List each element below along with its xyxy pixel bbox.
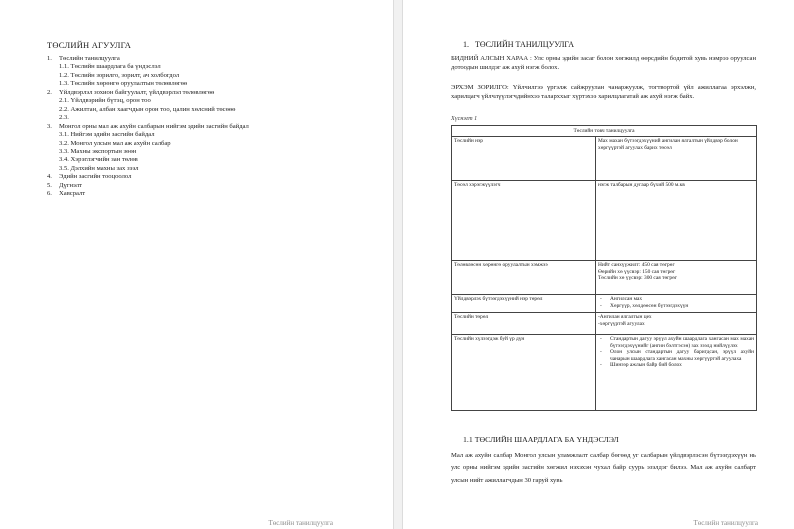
table-cell-list-item: - Ангилсан мах	[610, 296, 754, 303]
toc-item-text: 3.5. Дэлхийн махны зах зээл	[59, 164, 139, 172]
mission-paragraph: ЭРХЭМ ЗОРИЛГО: Үйлчилгээ үргэлж сайжруулан чанаржуулж, тогтвортой үйл ажиллагаа эрхэлжн, харилцагч үйлчлүүлэгчдийнхээ таларххыг хүртэхээ харилцлагатай аж ахуй нэгж байх.	[451, 84, 756, 101]
toc-item[interactable]	[47, 63, 367, 71]
table-row-label: Төслийн төрөл	[452, 312, 596, 334]
table-row	[452, 180, 757, 260]
table-row-value: нэгж талбарын дугаар бүхий 500 м.кв	[596, 180, 757, 260]
section-heading	[463, 40, 574, 49]
table-cell-line: -хөргүүртэй агуулах	[598, 320, 645, 327]
table-row	[452, 136, 757, 180]
table-caption: Хүснэгт 1	[451, 116, 478, 122]
table-row-label: Төлөвлөсөн хөрөнгө оруулалтын хэмжээ	[452, 260, 596, 294]
table-row-label: Үйлдвэрлэх бүтээгдэхүүний нэр төрөл	[452, 294, 596, 312]
page-footer: Төслийн танилцуулга	[693, 519, 758, 527]
project-summary-table	[451, 125, 757, 411]
table-row	[452, 312, 757, 334]
subsection-number: 1.1	[463, 435, 473, 444]
toc-item-text: Монгол орны мал аж ахуйн салбарын нийгэм эдийн засгийн байдал	[59, 122, 249, 130]
page-footer: Төслийн танилцуулга	[268, 519, 333, 527]
toc-item-number: 5.	[47, 181, 52, 189]
toc-item-text: 3.3. Махны экспортын зөөн	[59, 147, 137, 155]
toc-item[interactable]	[47, 89, 367, 97]
toc-item[interactable]	[47, 72, 367, 80]
toc-item[interactable]	[47, 140, 367, 148]
toc-title: ТӨСЛИЙН АГУУЛГА	[47, 40, 132, 50]
toc-item-text: 3.1. Нийгэм эдийн засгийн байдал	[59, 131, 155, 139]
table-row-value	[596, 260, 757, 294]
table-row-value	[596, 312, 757, 334]
toc-item[interactable]	[47, 148, 367, 156]
toc-item[interactable]	[47, 106, 367, 114]
table-cell-line: Өөрийн хө үүсвэр: 150 сая төгрөг	[598, 268, 676, 275]
toc-item-text: 3.2. Монгол улсын мал аж ахуйн салбар	[59, 139, 171, 147]
left-page	[0, 0, 393, 529]
section-heading-text: ТӨСЛИЙН ТАНИЛЦУУЛГА	[475, 40, 574, 49]
table-cell-list-item: - Стандартын дагуу эрүүл ахуйн шаардлага хангасан мах махан бүтээгдэхүүнийг (ангин бэлтгэсэн) зах зээлд нийлүүлэх	[610, 336, 754, 349]
toc-item[interactable]	[47, 55, 367, 63]
table-cell-line: Төслийн хө үүсвэр: 300 сая төгрөг	[598, 275, 677, 282]
toc-item-number: 1.	[47, 55, 52, 62]
subsection-heading	[463, 435, 619, 444]
table-of-contents	[47, 55, 367, 199]
toc-item-text: Эдийн засгийн тооцоолол	[59, 173, 132, 181]
table-row-value	[596, 294, 757, 312]
toc-item-text: Дүгнэлт	[59, 181, 82, 189]
toc-item[interactable]	[47, 114, 367, 122]
toc-item[interactable]	[47, 97, 367, 105]
table-row	[452, 334, 757, 410]
toc-item-number: 2.	[47, 88, 52, 96]
page-divider	[393, 0, 403, 529]
toc-item-text: 3.4. Хэрэглэгчийн зан төлөв	[59, 156, 138, 164]
table-cell-list-item: - Шинээр ажлын байр бий болох	[610, 362, 754, 369]
table-title: Төслийн товч танилцуулга	[452, 126, 757, 137]
toc-item[interactable]	[47, 80, 367, 88]
table-row-label: Төслийн хүлээгдэж буй үр дүн	[452, 334, 596, 410]
table-row-value: Мах махан бүтээгдэхүүний ангилан ялгалтын үйлдвэр болон хөргүүртэй агуулах барих төсөл	[596, 136, 757, 180]
toc-item-text: Үйлдвэрлэл зохион байгуулалт, үйлдвэрлэл төлөвлөгөө	[59, 88, 215, 96]
table-row	[452, 260, 757, 294]
toc-item-text: 1.2. Төслийн зорилго, зорилт, ач холбогдол	[59, 71, 180, 79]
table-cell-line: Нийт санхүүжилт: 450 сая төгрөг	[598, 262, 675, 269]
toc-item-text: 1.1. Төслийн шаардлага ба үндэслэл	[59, 63, 161, 71]
toc-item[interactable]	[47, 182, 367, 190]
toc-item[interactable]	[47, 173, 367, 181]
table-cell-list	[598, 296, 754, 309]
table-cell-list-item: - Хөргүүр, хөлдөөсөн бүтээгдэхүүн	[610, 303, 754, 310]
toc-item-text: 2.2. Ажилтан, албан хаагчдын орон тоо, цалин хөлсний төсөөө	[59, 105, 236, 113]
toc-item[interactable]	[47, 165, 367, 173]
table-row	[452, 294, 757, 312]
toc-item-number: 3.	[47, 122, 52, 130]
toc-item-text: Төслийн танилцуулга	[59, 55, 120, 62]
toc-item-text: 2.3.	[59, 114, 69, 122]
toc-item-text: Хавсралт	[59, 190, 86, 198]
body-paragraph: Мал аж ахуйн салбар Монгол улсын уламжлалт салбар бөгөөд уг салбарын үйлдвэрлэсэн бүтээгдэхүүн нь улс орны нийгэм эдийн засгийн хөгжил нэхэхэн чухал байр суурь эзэлдэг билээ. Мал аж ахуйн салбарт улсын нийт ажиллагчдын 30 гаруй хувь	[451, 452, 756, 484]
toc-item-number: 6.	[47, 190, 52, 198]
toc-item[interactable]	[47, 131, 367, 139]
toc-item-text: 2.1. Үйлдвэрийн бүтэц, орон тоо	[59, 97, 151, 105]
table-row-label: Төслийн нэр	[452, 136, 596, 180]
toc-item[interactable]	[47, 190, 367, 198]
vision-paragraph: БИДНИЙ АЛСЫН ХАРАА : Улс орны эдийн засаг болон хөгжилд өөрсдийн бодитой хувь нэмрээ оруулсан дотоодын шилдэг аж ахуй нэгж болох.	[451, 55, 756, 72]
section-heading-number: 1.	[463, 40, 469, 49]
table-cell-list	[598, 336, 754, 369]
toc-item[interactable]	[47, 156, 367, 164]
toc-item-number: 4.	[47, 173, 52, 181]
subsection-text: ТӨСЛИЙН ШААРДЛАГА БА ҮНДЭСЛЭЛ	[474, 435, 619, 444]
table-cell-line: -Ангилан ялгалтын цех	[598, 314, 652, 321]
toc-item[interactable]	[47, 123, 367, 131]
toc-item-text: 1.3. Төслийн хөрөнгө оруулалтын төлөвлөгөө	[59, 80, 188, 88]
table-row-value	[596, 334, 757, 410]
table-row-label: Төсөл хэрэгжүүлэгч	[452, 180, 596, 260]
table-cell-list-item: - Олон улсын стандартын дагуу баригдсан, эрүүл ахуйн чанарын шаардлага хангасан махны хөргүүртэй агуулаха	[610, 349, 754, 362]
